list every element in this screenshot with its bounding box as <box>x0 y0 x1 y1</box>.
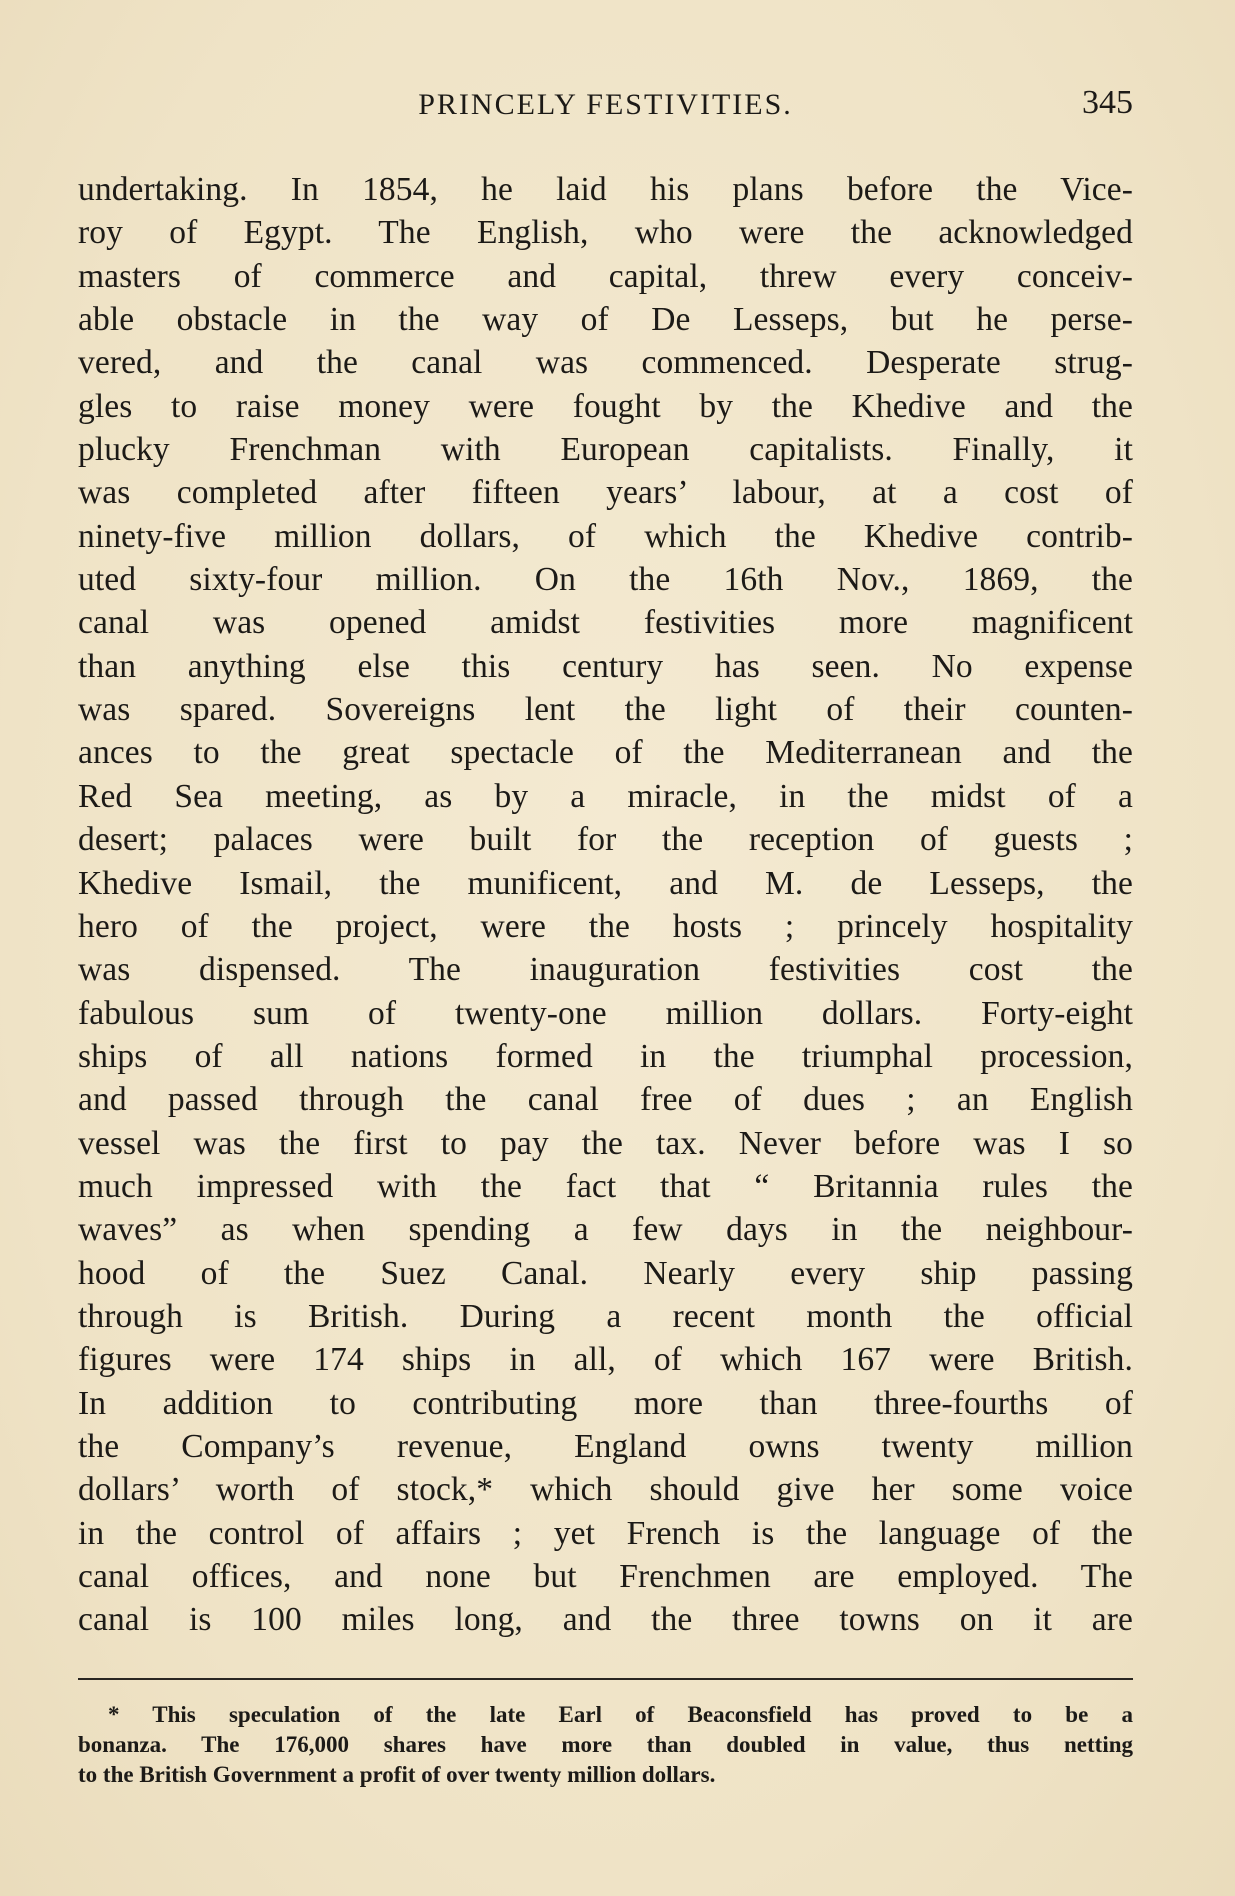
text-line: was completed after fifteen years’ labour, at a cost of <box>78 474 1133 512</box>
text-line: In addition to contributing more than three-fourths of <box>78 1384 1133 1422</box>
text-line: figures were 174 ships in all, of which 167 were British. <box>78 1341 1133 1379</box>
text-line: the Company’s revenue, England owns twenty million <box>78 1427 1133 1465</box>
text-line: ances to the great spectacle of the Mediterranean and the <box>78 734 1133 772</box>
text-line: ninety-five million dollars, of which the Khedive contrib- <box>78 517 1133 555</box>
page-number: 345 <box>1082 84 1133 121</box>
text-line: vessel was the first to pay the tax. Never before was I so <box>78 1124 1133 1162</box>
footnote <box>78 1700 1133 1790</box>
text-line: able obstacle in the way of De Lesseps, but he perse- <box>78 301 1133 339</box>
text-line: roy of Egypt. The English, who were the acknowledged <box>78 214 1133 252</box>
text-line: Red Sea meeting, as by a miracle, in the midst of a <box>78 777 1133 815</box>
text-line: dollars’ worth of stock,* which should give her some voice <box>78 1471 1133 1509</box>
body-text <box>78 168 1133 1642</box>
text-line: masters of commerce and capital, threw every conceiv- <box>78 257 1133 295</box>
text-line: hero of the project, were the hosts ; princely hospitality <box>78 907 1133 945</box>
text-line: Khedive Ismail, the munificent, and M. de Lesseps, the <box>78 864 1133 902</box>
text-line: than anything else this century has seen. No expense <box>78 647 1133 685</box>
text-line: much impressed with the fact that “ Britannia rules the <box>78 1167 1133 1205</box>
text-line: uted sixty-four million. On the 16th Nov., 1869, the <box>78 561 1133 599</box>
text-line: desert; palaces were built for the reception of guests ; <box>78 821 1133 859</box>
text-line: fabulous sum of twenty-one million dollars. Forty-eight <box>78 994 1133 1032</box>
text-line: plucky Frenchman with European capitalists. Finally, it <box>78 431 1133 469</box>
text-line: gles to raise money were fought by the Khedive and the <box>78 387 1133 425</box>
text-line: undertaking. In 1854, he laid his plans before the Vice- <box>78 171 1133 208</box>
footnote-rule <box>78 1678 1133 1680</box>
text-line: was spared. Sovereigns lent the light of their counten- <box>78 691 1133 729</box>
text-line: waves” as when spending a few days in the neighbour- <box>78 1211 1133 1249</box>
text-line: through is British. During a recent month the official <box>78 1297 1133 1335</box>
footnote-line: to the British Government a profit of over twenty million dollars. <box>78 1762 716 1787</box>
text-line: and passed through the canal free of dues ; an English <box>78 1081 1133 1119</box>
text-line: ships of all nations formed in the triumphal procession, <box>78 1037 1133 1075</box>
text-line: canal is 100 miles long, and the three towns on it are <box>78 1601 1133 1639</box>
footnote-line: bonanza. The 176,000 shares have more than doubled in value, thus netting <box>78 1732 1133 1757</box>
text-line: canal offices, and none but Frenchmen are employed. The <box>78 1558 1133 1595</box>
text-line: was dispensed. The inauguration festivities cost the <box>78 951 1133 989</box>
text-line: vered, and the canal was commenced. Desperate strug- <box>78 344 1133 382</box>
running-title: PRINCELY FESTIVITIES. <box>418 88 793 121</box>
text-line: canal was opened amidst festivities more magnificent <box>78 604 1133 642</box>
text-line: in the control of affairs ; yet French is the language of the <box>78 1514 1133 1552</box>
footnote-line: * This speculation of the late Earl of Beaconsfield has proved to be a <box>108 1702 1133 1727</box>
text-line: hood of the Suez Canal. Nearly every ship passing <box>78 1254 1133 1292</box>
page-header <box>78 84 1133 128</box>
